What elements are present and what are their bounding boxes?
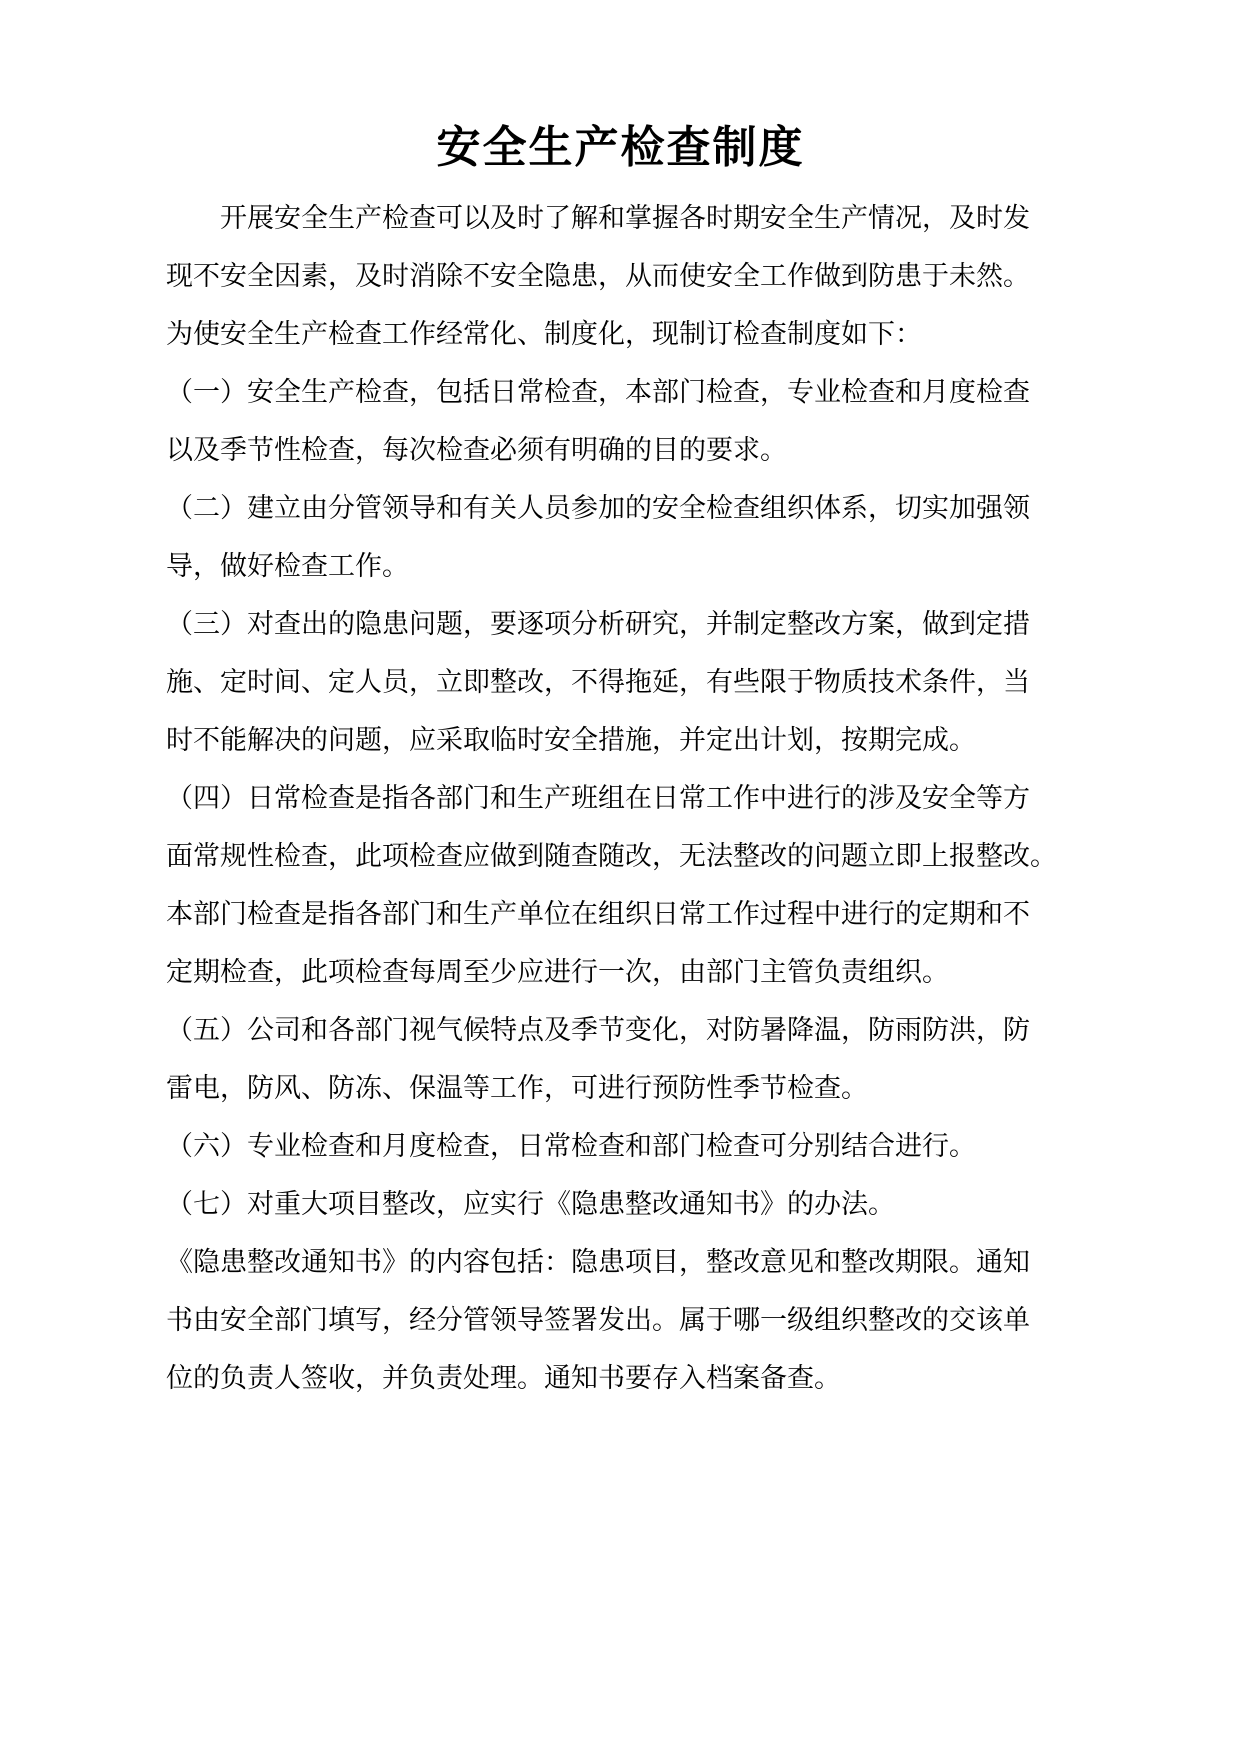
text-line: 位的负责人签收，并负责处理。通知书要存入档案备查。 — [166, 1363, 841, 1394]
text-line: （七）对重大项目整改，应实行《隐患整改通知书》的办法。 — [166, 1189, 895, 1220]
text-line: 《隐患整改通知书》的内容包括：隐患项目，整改意见和整改期限。通知 — [166, 1247, 1030, 1278]
text-line: 导，做好检查工作。 — [166, 551, 409, 582]
text-line: 定期检查，此项检查每周至少应进行一次，由部门主管负责组织。 — [166, 957, 949, 988]
text-line: 面常规性检查，此项检查应做到随查随改，无法整改的问题立即上报整改。 — [166, 841, 1057, 872]
text-line: 本部门检查是指各部门和生产单位在组织日常工作过程中进行的定期和不 — [166, 899, 1030, 930]
text-line: 施、定时间、定人员，立即整改，不得拖延，有些限于物质技术条件，当 — [166, 667, 1030, 698]
text-line: （一）安全生产检查，包括日常检查，本部门检查，专业检查和月度检查 — [166, 377, 1030, 408]
text-line: （二）建立由分管领导和有关人员参加的安全检查组织体系，切实加强领 — [166, 493, 1030, 524]
text-line: 为使安全生产检查工作经常化、制度化，现制订检查制度如下： — [166, 319, 922, 350]
text-line: 时不能解决的问题，应采取临时安全措施，并定出计划，按期完成。 — [166, 725, 976, 756]
text-line: 现不安全因素，及时消除不安全隐患，从而使安全工作做到防患于未然。 — [166, 261, 1030, 292]
text-line: 雷电，防风、防冻、保温等工作，可进行预防性季节检查。 — [166, 1073, 868, 1104]
text-line: 书由安全部门填写，经分管领导签署发出。属于哪一级组织整改的交该单 — [166, 1305, 1030, 1336]
text-line: 开展安全生产检查可以及时了解和掌握各时期安全生产情况，及时发 — [166, 203, 1030, 234]
text-line: 以及季节性检查，每次检查必须有明确的目的要求。 — [166, 435, 787, 466]
document-body — [166, 190, 1096, 1408]
text-line: （六）专业检查和月度检查，日常检查和部门检查可分别结合进行。 — [166, 1131, 976, 1162]
document-title: 安全生产检查制度 — [436, 122, 805, 173]
text-line: （三）对查出的隐患问题，要逐项分析研究，并制定整改方案，做到定措 — [166, 609, 1030, 640]
text-line: （四）日常检查是指各部门和生产班组在日常工作中进行的涉及安全等方 — [166, 783, 1030, 814]
text-line: （五）公司和各部门视气候特点及季节变化，对防暑降温，防雨防洪，防 — [166, 1015, 1030, 1046]
